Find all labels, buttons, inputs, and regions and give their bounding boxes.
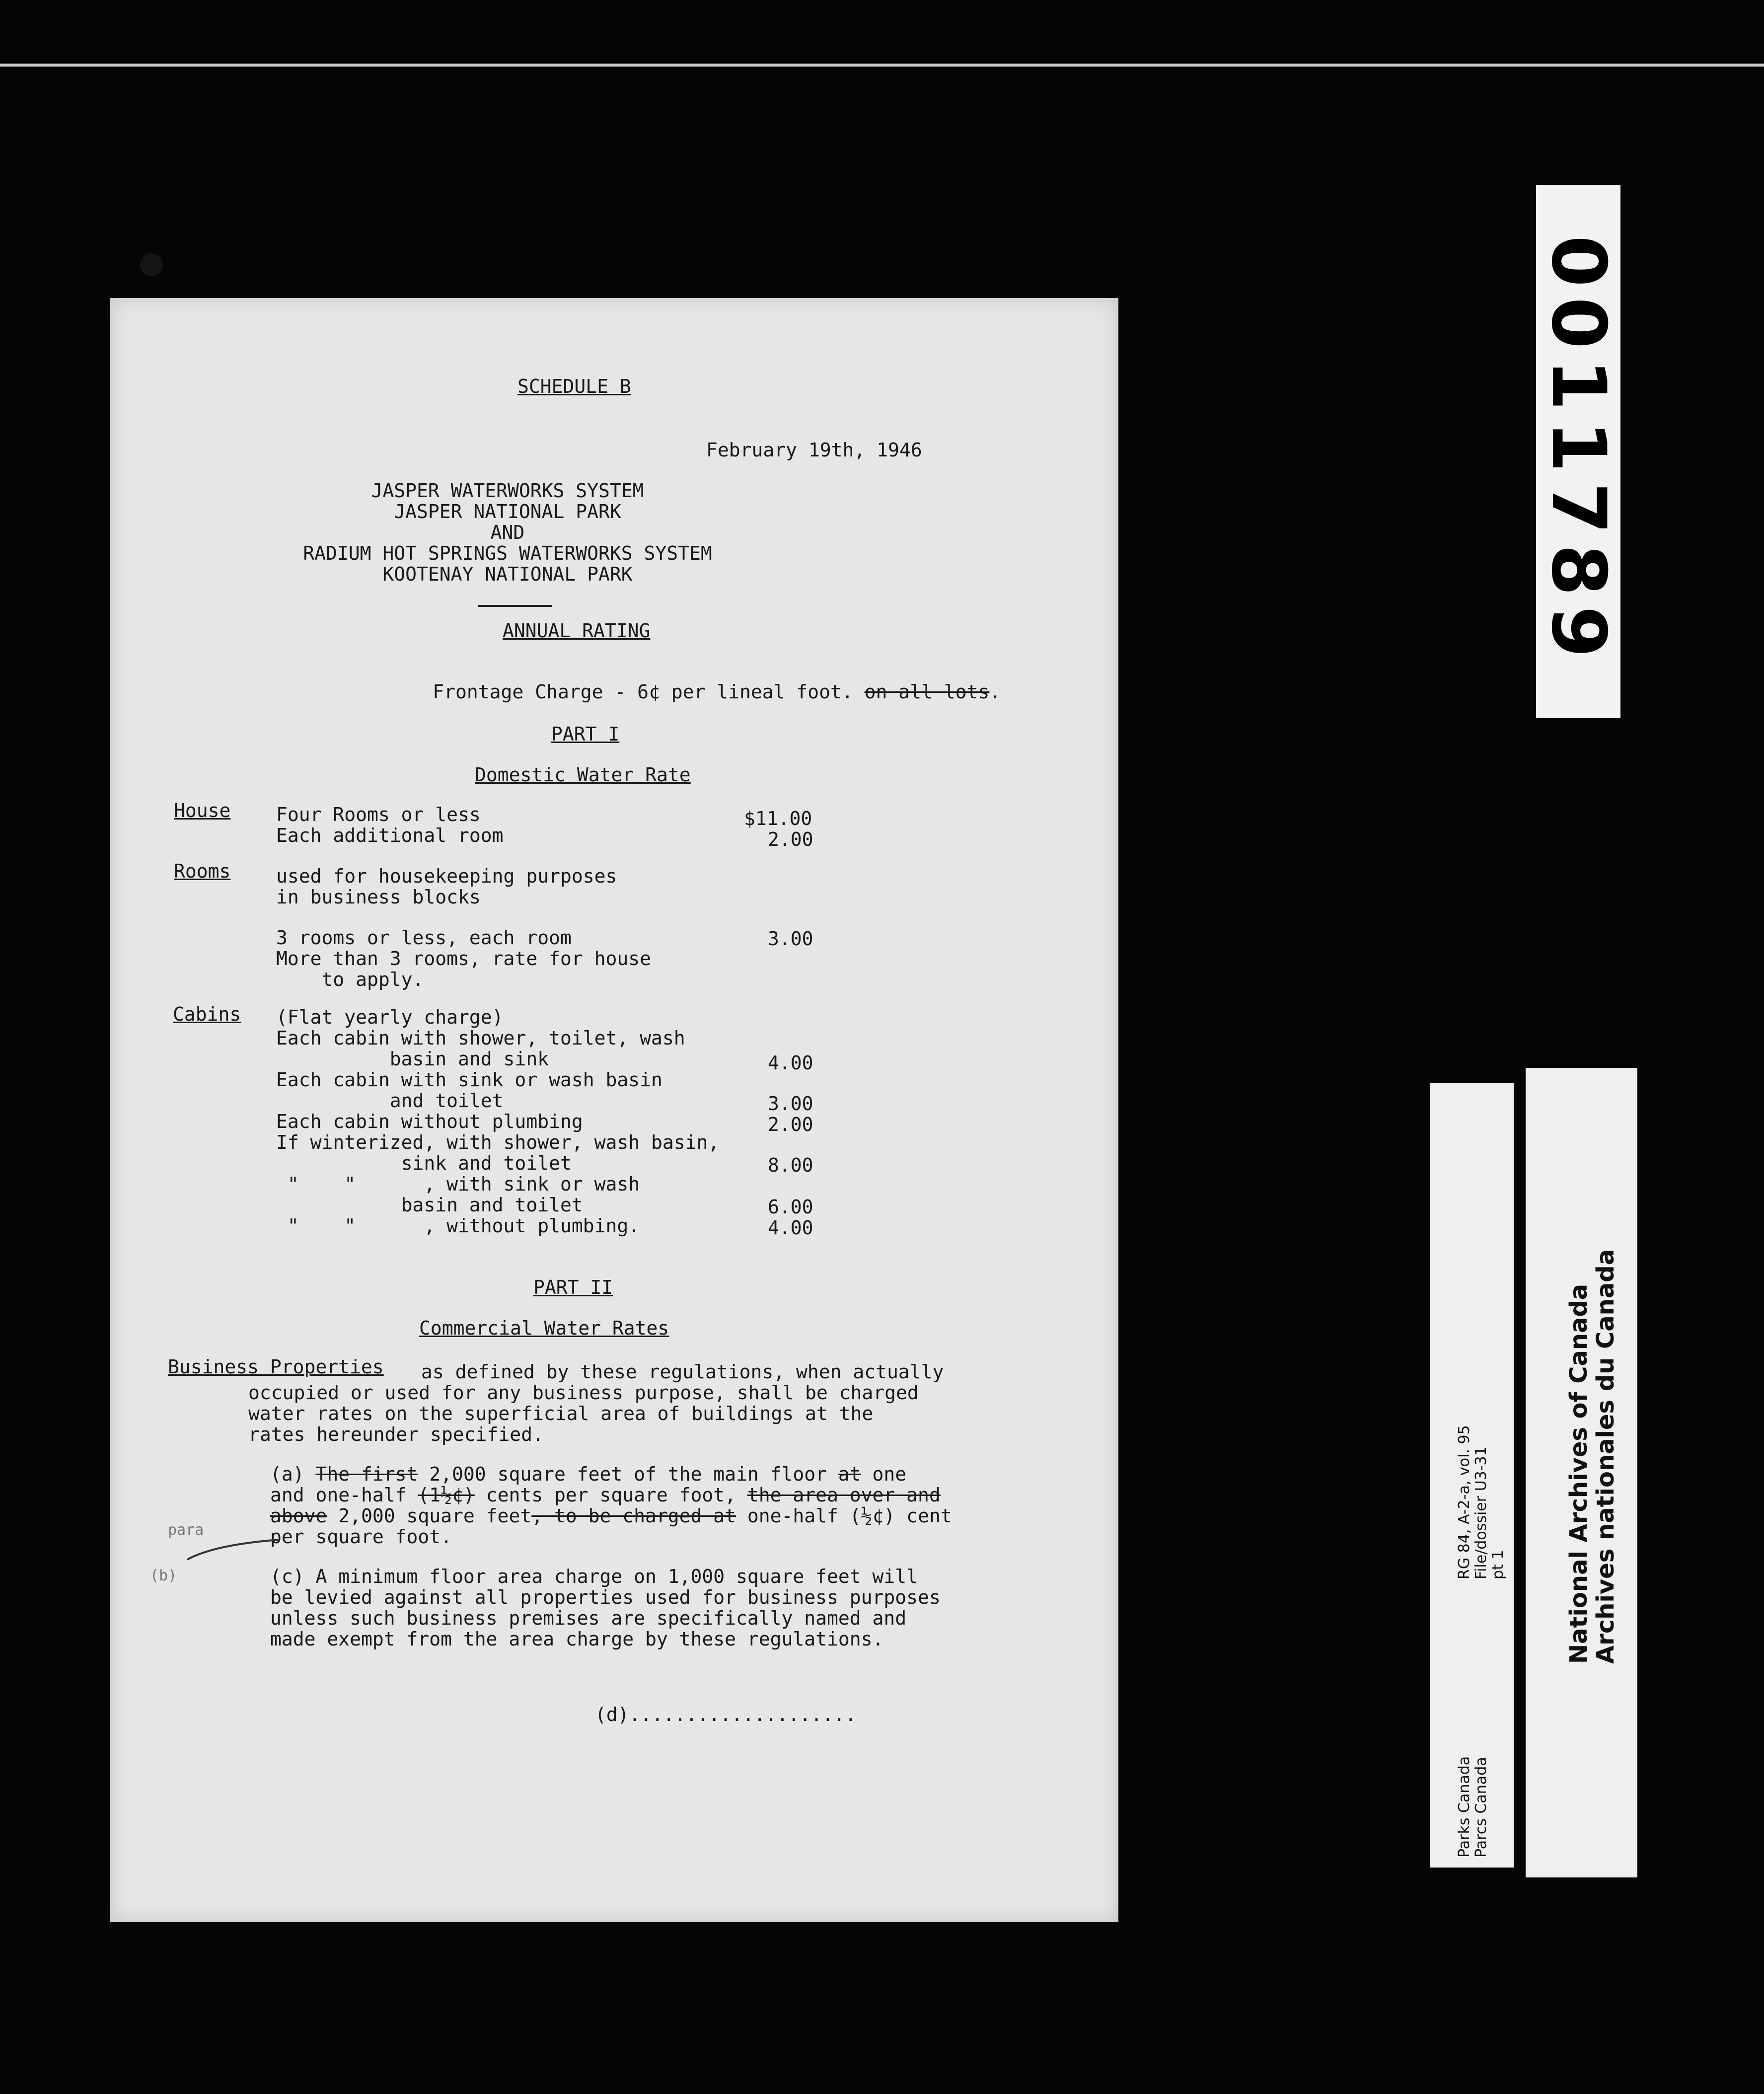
frame-number-stamp: [1536, 185, 1620, 718]
cabins-line: " " , without plumbing.: [276, 1215, 640, 1237]
frontage-charge: Frontage Charge - 6¢ per lineal foot.: [433, 681, 853, 703]
struck-text: The first: [315, 1463, 418, 1485]
header-line: KOOTENAY NATIONAL PARK: [382, 563, 633, 585]
margin-note: para: [168, 1521, 204, 1539]
text-run: 2,000 square feet: [327, 1505, 532, 1527]
para-a-line: [270, 1464, 906, 1485]
house-amount: 2.00: [768, 828, 813, 850]
archives-line: National Archives of Canada: [1565, 1283, 1593, 1664]
struck-text: the area over and: [747, 1484, 941, 1506]
text-run: and one-half: [270, 1484, 418, 1506]
cabins-amount: 6.00: [768, 1196, 813, 1218]
cabins-line: If winterized, with shower, wash basin,: [276, 1131, 720, 1153]
reference-line: pt 1: [1489, 1550, 1507, 1579]
rooms-rate-amount: 3.00: [768, 928, 813, 950]
para-a-line: [270, 1506, 952, 1526]
archives-line: Archives nationales du Canada: [1592, 1249, 1619, 1664]
part2-title: PART II: [533, 1276, 613, 1298]
para-c-line: made exempt from the area charge by these regulations.: [270, 1628, 884, 1650]
agency-line: Parcs Canada: [1472, 1757, 1490, 1858]
header-line: RADIUM HOT SPRINGS WATERWORKS SYSTEM: [303, 542, 712, 564]
rooms-rate-line: to apply.: [276, 969, 424, 990]
annual-rating: ANNUAL RATING: [503, 620, 651, 642]
para-a-line: per square foot.: [270, 1526, 452, 1548]
punch-hole: [140, 253, 163, 276]
house-label: House: [174, 800, 231, 822]
cabins-line: basin and toilet: [276, 1194, 583, 1216]
frontage-end: .: [989, 681, 1001, 703]
document-page: [110, 298, 1118, 1922]
reference-line: File/dossier U3-31: [1472, 1446, 1490, 1579]
header-line: JASPER NATIONAL PARK: [394, 501, 621, 523]
cabins-line: " " , with sink or wash: [276, 1173, 640, 1195]
margin-note: (b): [150, 1567, 177, 1584]
cabins-line: Each cabin without plumbing: [276, 1111, 583, 1132]
frontage-charge-line: [365, 662, 1001, 723]
cabins-line: and toilet: [276, 1090, 504, 1112]
cabins-line: (Flat yearly charge): [276, 1006, 504, 1028]
cabins-amount: 4.00: [768, 1052, 813, 1074]
text-run: cents per square foot,: [474, 1484, 747, 1506]
header-line: JASPER WATERWORKS SYSTEM: [371, 480, 644, 502]
film-edge-line: [0, 64, 1764, 67]
struck-text: (1½¢): [418, 1484, 475, 1506]
header-line: AND: [490, 522, 525, 543]
agency-line: Parks Canada: [1456, 1756, 1473, 1858]
rooms-rate-line: 3 rooms or less, each room: [276, 927, 572, 949]
frontage-struck: on all lots: [864, 681, 990, 703]
rooms-label: Rooms: [174, 860, 231, 882]
archive-reference-label: [1430, 1083, 1514, 1868]
reference-line: RG 84, A-2-a, vol. 95: [1456, 1425, 1473, 1579]
document-date: February 19th, 1946: [706, 439, 922, 461]
text-run: 2,000 square feet of the main floor: [418, 1463, 838, 1485]
rooms-line: used for housekeeping purposes: [276, 865, 617, 887]
text-run: one-half (½¢) cent: [736, 1505, 952, 1527]
frame-number: 0011789: [1535, 235, 1621, 668]
cabins-amount: 4.00: [768, 1217, 813, 1239]
house-amount: $11.00: [744, 808, 812, 829]
cabins-line: Each cabin with shower, toilet, wash: [276, 1027, 685, 1049]
archives-text: [1565, 1249, 1619, 1664]
para-c-line: unless such business premises are specifically named and: [270, 1607, 907, 1629]
rooms-line: in business blocks: [276, 886, 481, 908]
part2-subtitle: Commercial Water Rates: [419, 1317, 669, 1339]
archives-label: [1526, 1068, 1637, 1877]
struck-text: at: [838, 1463, 861, 1485]
document-body: [110, 298, 1118, 1922]
cabins-amount: 8.00: [768, 1154, 813, 1176]
text-run: one: [861, 1463, 907, 1485]
house-line: Each additional room: [276, 824, 504, 846]
struck-text: above: [270, 1505, 327, 1527]
part1-title: PART I: [551, 723, 620, 745]
part1-subtitle: Domestic Water Rate: [475, 764, 691, 786]
para-c-line: (c) A minimum floor area charge on 1,000 square feet will: [270, 1566, 918, 1587]
schedule-title: SCHEDULE B: [517, 375, 631, 397]
rooms-rate-line: More than 3 rooms, rate for house: [276, 948, 651, 970]
business-line: as defined by these regulations, when actually: [421, 1361, 944, 1383]
reference-text: [1456, 1425, 1507, 1579]
struck-text: , to be charged at: [531, 1505, 736, 1527]
cabins-line: Each cabin with sink or wash basin: [276, 1069, 662, 1091]
cabins-line: sink and toilet: [276, 1152, 572, 1174]
para-a-line: [270, 1485, 941, 1505]
business-line: rates hereunder specified.: [248, 1423, 544, 1445]
agency-text: [1456, 1756, 1490, 1858]
divider: [478, 605, 552, 607]
cabins-line: basin and sink: [276, 1048, 549, 1070]
cabins-amount: 3.00: [768, 1093, 813, 1115]
text-run: (a): [270, 1463, 316, 1485]
cabins-label: Cabins: [173, 1003, 241, 1025]
footer-continuation: (d)....................: [595, 1704, 857, 1725]
business-line: occupied or used for any business purpose, shall be charged: [248, 1382, 919, 1404]
handwritten-stroke: [185, 1535, 284, 1565]
business-label: Business Properties: [168, 1356, 384, 1378]
business-line: water rates on the superficial area of buildings at the: [248, 1403, 874, 1424]
para-c-line: be levied against all properties used for business purposes: [270, 1586, 941, 1608]
cabins-amount: 2.00: [768, 1114, 813, 1135]
house-line: Four Rooms or less: [276, 804, 481, 825]
